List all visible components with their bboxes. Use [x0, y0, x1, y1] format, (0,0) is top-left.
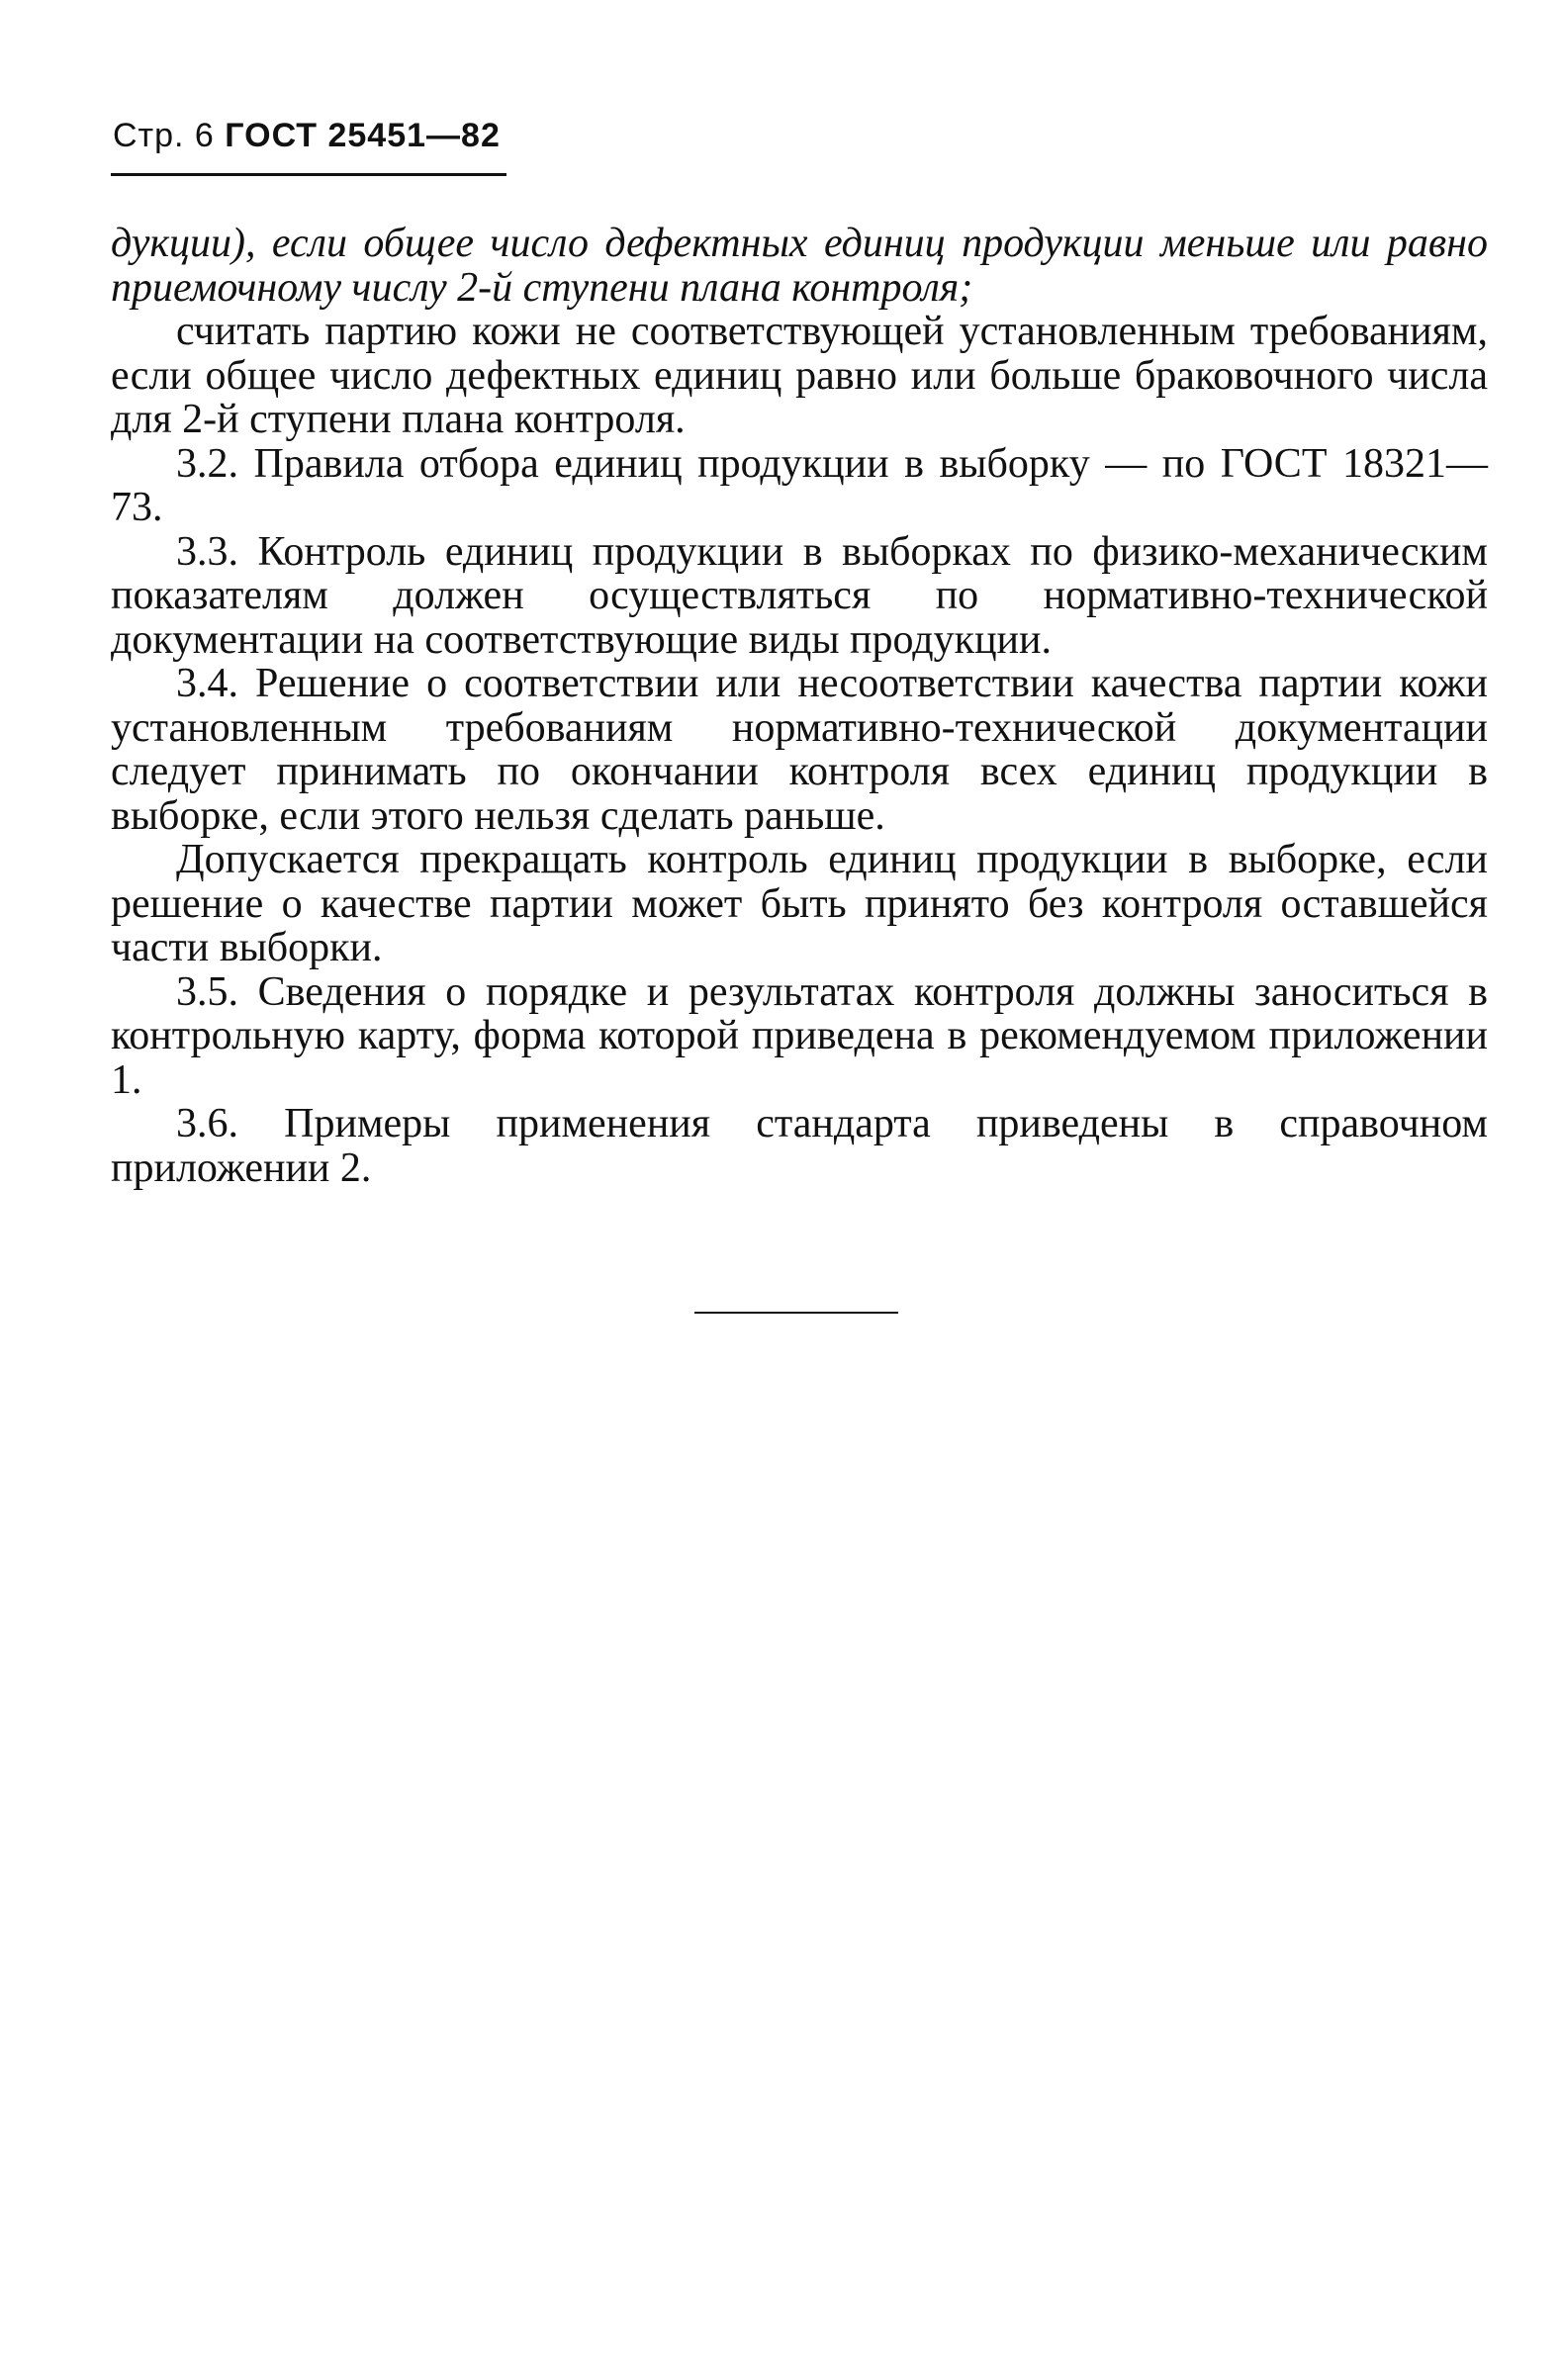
end-divider: [694, 1312, 898, 1314]
paragraph-3-4: 3.4. Решение о соответствии или несоответствии качества партии кожи установленным требованиям нормативно-технической документации следует принимать по окончании контроля всех единиц продукции в выборке, если этого нельзя сделать раньше.: [111, 661, 1488, 839]
body-text: [111, 222, 1488, 1190]
paragraph-continuation: дукции), если общее число дефектных единиц продукции меньше или равно приемочному числу 2-й ступени плана контроля;: [111, 221, 1488, 311]
paragraph-3-4-allowance: Допускается прекращать контроль единиц продукции в выборке, если решение о качестве партии может быть принято без контроля оставшейся части выборки.: [111, 837, 1488, 970]
paragraph-3-3: 3.3. Контроль единиц продукции в выборках по физико-механическим показателям должен осуществляться по нормативно-технической документации на соответствующие виды продукции.: [111, 528, 1488, 663]
paragraph-3-2: 3.2. Правила отбора единиц продукции в выборку — по ГОСТ 18321—73.: [111, 440, 1488, 530]
page-number: Стр. 6: [113, 117, 215, 154]
header-rule: [111, 173, 506, 176]
paragraph-3-5: 3.5. Сведения о порядке и результатах контроля должны заноситься в контрольную карту, форма которой приведена в рекомендуемом приложении 1.: [111, 968, 1488, 1103]
paragraph-reject-criterion: считать партию кожи не соответствующей установленным требованиям, если общее число дефектных единиц равно или больше браковочного числа для 2-й ступени плана контроля.: [111, 309, 1488, 442]
page-header: [113, 117, 501, 155]
paragraph-3-6: 3.6. Примеры применения стандарта приведены в справочном приложении 2.: [111, 1101, 1488, 1191]
standard-number: ГОСТ 25451—82: [225, 117, 501, 154]
